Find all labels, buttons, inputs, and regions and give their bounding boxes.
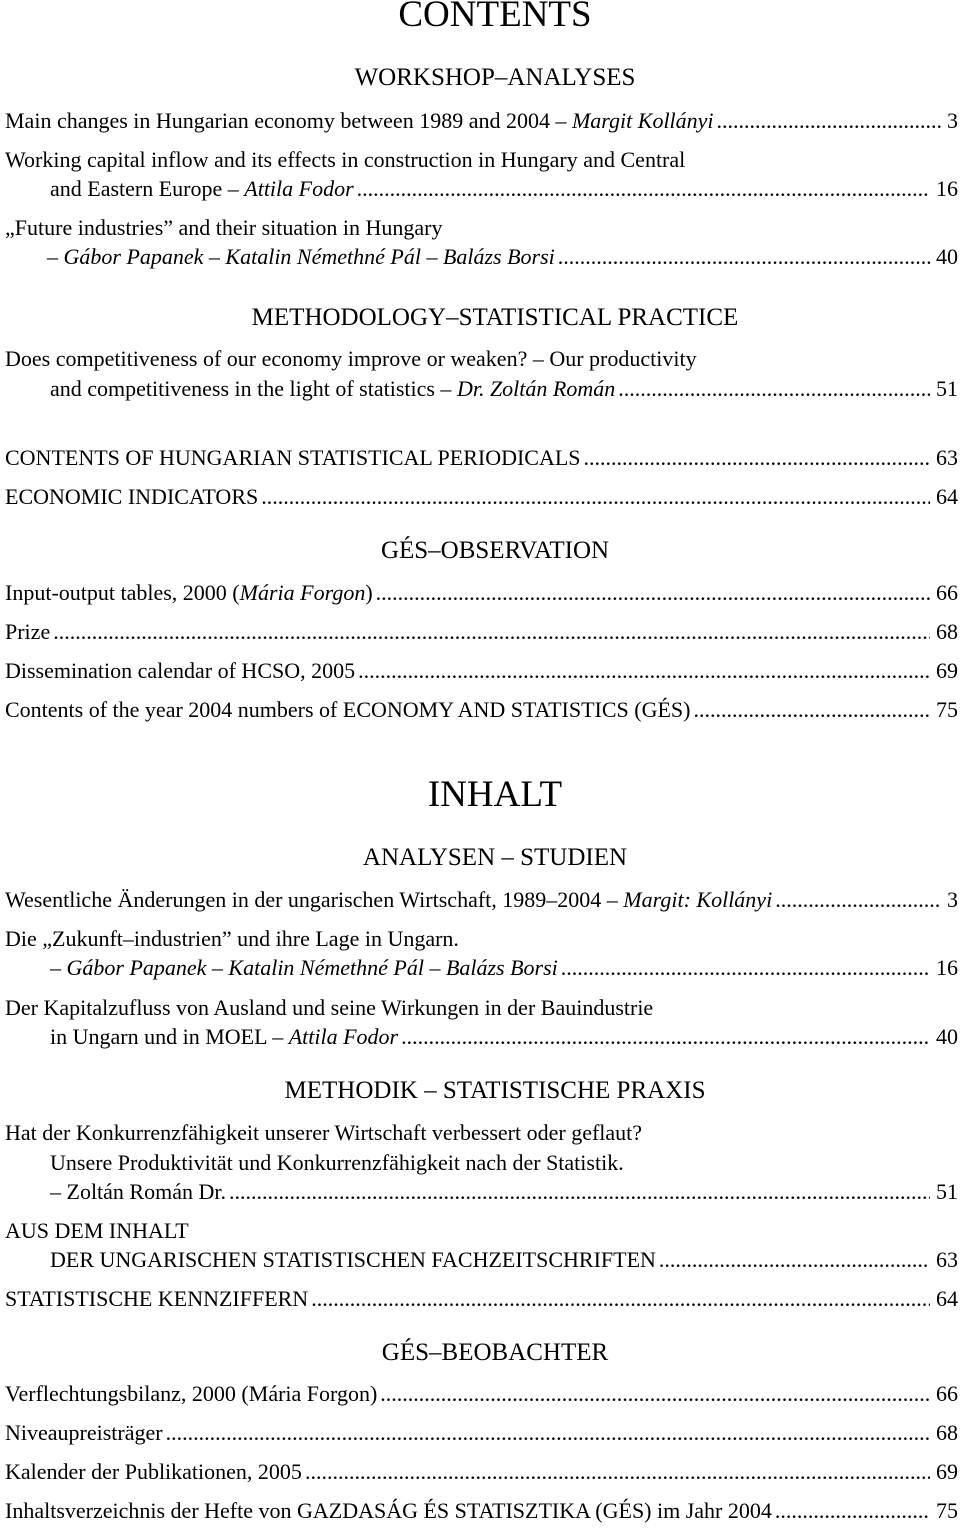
toc-entry (5, 578, 958, 607)
entry-title: Wesentliche Änderungen in der ungarischen Wirtschaft, 1989–2004 – (5, 887, 624, 912)
toc-entry (5, 482, 958, 511)
dot-leader (305, 1457, 930, 1486)
toc-entry-continuation (50, 1022, 958, 1051)
page-number: 66 (936, 1381, 958, 1406)
toc-entry (5, 1418, 958, 1447)
entry-label (5, 106, 714, 135)
entry-title: and Eastern Europe – (50, 176, 245, 201)
entry-title: STATISTISCHE KENNZIFFERN (5, 1286, 309, 1311)
entry-title: AUS DEM INHALT (5, 1218, 189, 1243)
dot-leader (561, 953, 930, 982)
entry-label (50, 374, 615, 403)
dot-leader (775, 885, 941, 914)
dot-leader (357, 174, 930, 203)
dot-leader (717, 106, 941, 135)
entry-label (50, 1022, 398, 1051)
entry-author: Margit: Kollányi (623, 887, 773, 912)
contents-title: CONTENTS (398, 0, 592, 35)
toc-entry (5, 443, 958, 472)
entry-author: Margit Kollányi (571, 108, 714, 133)
section-heading-ges-observation: GÉS–OBSERVATION (380, 537, 610, 564)
entry-title: ECONOMIC INDICATORS (5, 484, 259, 509)
toc-entry-continuation (50, 953, 958, 982)
section-heading-analysen-studien: ANALYSEN – STUDIEN (362, 844, 628, 871)
dot-leader (584, 443, 930, 472)
dot-leader (311, 1284, 930, 1313)
section-heading-ges-beobachter: GÉS–BEOBACHTER (381, 1339, 609, 1366)
entry-label (5, 578, 373, 607)
toc-entry (5, 1496, 958, 1525)
entry-title: Input-output tables, 2000 ( (5, 580, 240, 605)
page-number: 3 (947, 887, 958, 912)
toc-entry (5, 1284, 958, 1313)
entry-author: – Gábor Papanek – Katalin Némethné Pál – Balázs Borsi (50, 955, 558, 980)
page-number: 75 (936, 1498, 958, 1523)
page-number: 64 (936, 484, 958, 509)
toc-entry (5, 695, 958, 724)
page-number: 3 (947, 108, 958, 133)
entry-title: in Ungarn und in MOEL – (50, 1024, 289, 1049)
entry-title: Niveaupreisträger (5, 1420, 163, 1445)
toc-entry (5, 617, 958, 646)
dot-leader (376, 578, 930, 607)
entry-title: Hat der Konkurrenzfähigkeit unserer Wirtschaft verbessert oder geflaut? (5, 1120, 643, 1145)
entry-title: Contents of the year 2004 numbers of ECONOMY AND STATISTICS (GÉS) (5, 697, 691, 722)
dot-leader (261, 482, 930, 511)
page-number: 40 (936, 1024, 958, 1049)
toc-entry-first-line (5, 924, 958, 953)
entry-title: CONTENTS OF HUNGARIAN STATISTICAL PERIODICALS (5, 445, 581, 470)
toc-entry-first-line (5, 344, 958, 373)
toc-entry-continuation (50, 374, 958, 403)
page-number: 51 (936, 376, 958, 401)
dot-leader (166, 1418, 930, 1447)
toc-entry-continuation (50, 1177, 958, 1206)
entry-title: Main changes in Hungarian economy between 1989 and 2004 – (5, 108, 572, 133)
toc-entry-continuation (50, 1245, 958, 1274)
dot-leader (775, 1496, 930, 1525)
page-number: 69 (936, 658, 958, 683)
dot-leader (380, 1379, 930, 1408)
dot-leader (53, 617, 930, 646)
page-number: 16 (936, 955, 958, 980)
page-number: 51 (936, 1179, 958, 1204)
entry-title: Prize (5, 619, 51, 644)
toc-entry-first-line (5, 993, 958, 1022)
entry-title: Inhaltsverzeichnis der Hefte von GAZDASÁG ÉS STATISZTIKA (GÉS) im Jahr 2004 (5, 1498, 772, 1523)
dot-leader (558, 242, 930, 271)
entry-title: Verflechtungsbilanz, 2000 (Mária Forgon) (5, 1381, 378, 1406)
toc-entry-first-line (5, 1118, 958, 1147)
page-number: 64 (936, 1286, 958, 1311)
entry-title: DER UNGARISCHEN STATISTISCHEN FACHZEITSCHRIFTEN (50, 1247, 656, 1272)
entry-title: and competitiveness in the light of statistics – (50, 376, 457, 401)
page-number: 63 (936, 445, 958, 470)
dot-leader (693, 695, 930, 724)
page-number: 66 (936, 580, 958, 605)
dot-leader (229, 1177, 930, 1206)
toc-entry-first-line (5, 1216, 958, 1245)
toc-entry-first-line (5, 145, 958, 174)
page-number: 75 (936, 697, 958, 722)
entry-label (5, 885, 772, 914)
page-number: 16 (936, 176, 958, 201)
dot-leader (659, 1245, 930, 1274)
entry-author: Attila Fodor (244, 176, 354, 201)
toc-entry (5, 885, 958, 914)
toc-entry (5, 1379, 958, 1408)
entry-author: Attila Fodor (288, 1024, 399, 1049)
entry-title: Working capital inflow and its effects in construction in Hungary and Central (5, 147, 686, 172)
entry-title: Die „Zukunft–industrien” und ihre Lage in Ungarn. (5, 926, 459, 951)
section-heading-workshop-analyses: WORKSHOP–ANALYSES (354, 64, 636, 91)
toc-entry (5, 1457, 958, 1486)
page-number: 68 (936, 1420, 958, 1445)
toc-entry-continuation (50, 1148, 958, 1177)
dot-leader (401, 1022, 930, 1051)
toc-entry-continuation (50, 174, 958, 203)
page-number: 69 (936, 1459, 958, 1484)
toc-entry (5, 106, 958, 135)
dot-leader (358, 656, 930, 685)
toc-entry-first-line (5, 213, 958, 242)
entry-title: Der Kapitalzufluss von Ausland und seine Wirkungen in der Bauindustrie (5, 995, 654, 1020)
inhalt-title: INHALT (427, 774, 563, 815)
page-number: 63 (936, 1247, 958, 1272)
section-heading-methodik: METHODIK – STATISTISCHE PRAXIS (284, 1077, 706, 1104)
page-number: 40 (936, 244, 958, 269)
toc-entry-continuation (47, 242, 958, 271)
entry-title: Unsere Produktivität und Konkurrenzfähigkeit nach der Statistik. (50, 1150, 624, 1175)
entry-author: – Zoltán Román Dr. (50, 1179, 226, 1204)
dot-leader (618, 374, 930, 403)
entry-label (50, 174, 354, 203)
entry-title-end: ) (365, 580, 373, 605)
page-number: 68 (936, 619, 958, 644)
entry-title: Dissemination calendar of HCSO, 2005 (5, 658, 356, 683)
entry-author: – Gábor Papanek – Katalin Némethné Pál – Balázs Borsi (47, 244, 555, 269)
entry-author: Dr. Zoltán Román (456, 376, 616, 401)
toc-entry (5, 656, 958, 685)
entry-title: Kalender der Publikationen, 2005 (5, 1459, 302, 1484)
section-heading-methodology: METHODOLOGY–STATISTICAL PRACTICE (251, 304, 739, 331)
entry-title: „Future industries” and their situation in Hungary (5, 215, 443, 240)
entry-author: Mária Forgon (239, 580, 366, 605)
entry-title: Does competitiveness of our economy improve or weaken? – Our productivity (5, 346, 697, 371)
